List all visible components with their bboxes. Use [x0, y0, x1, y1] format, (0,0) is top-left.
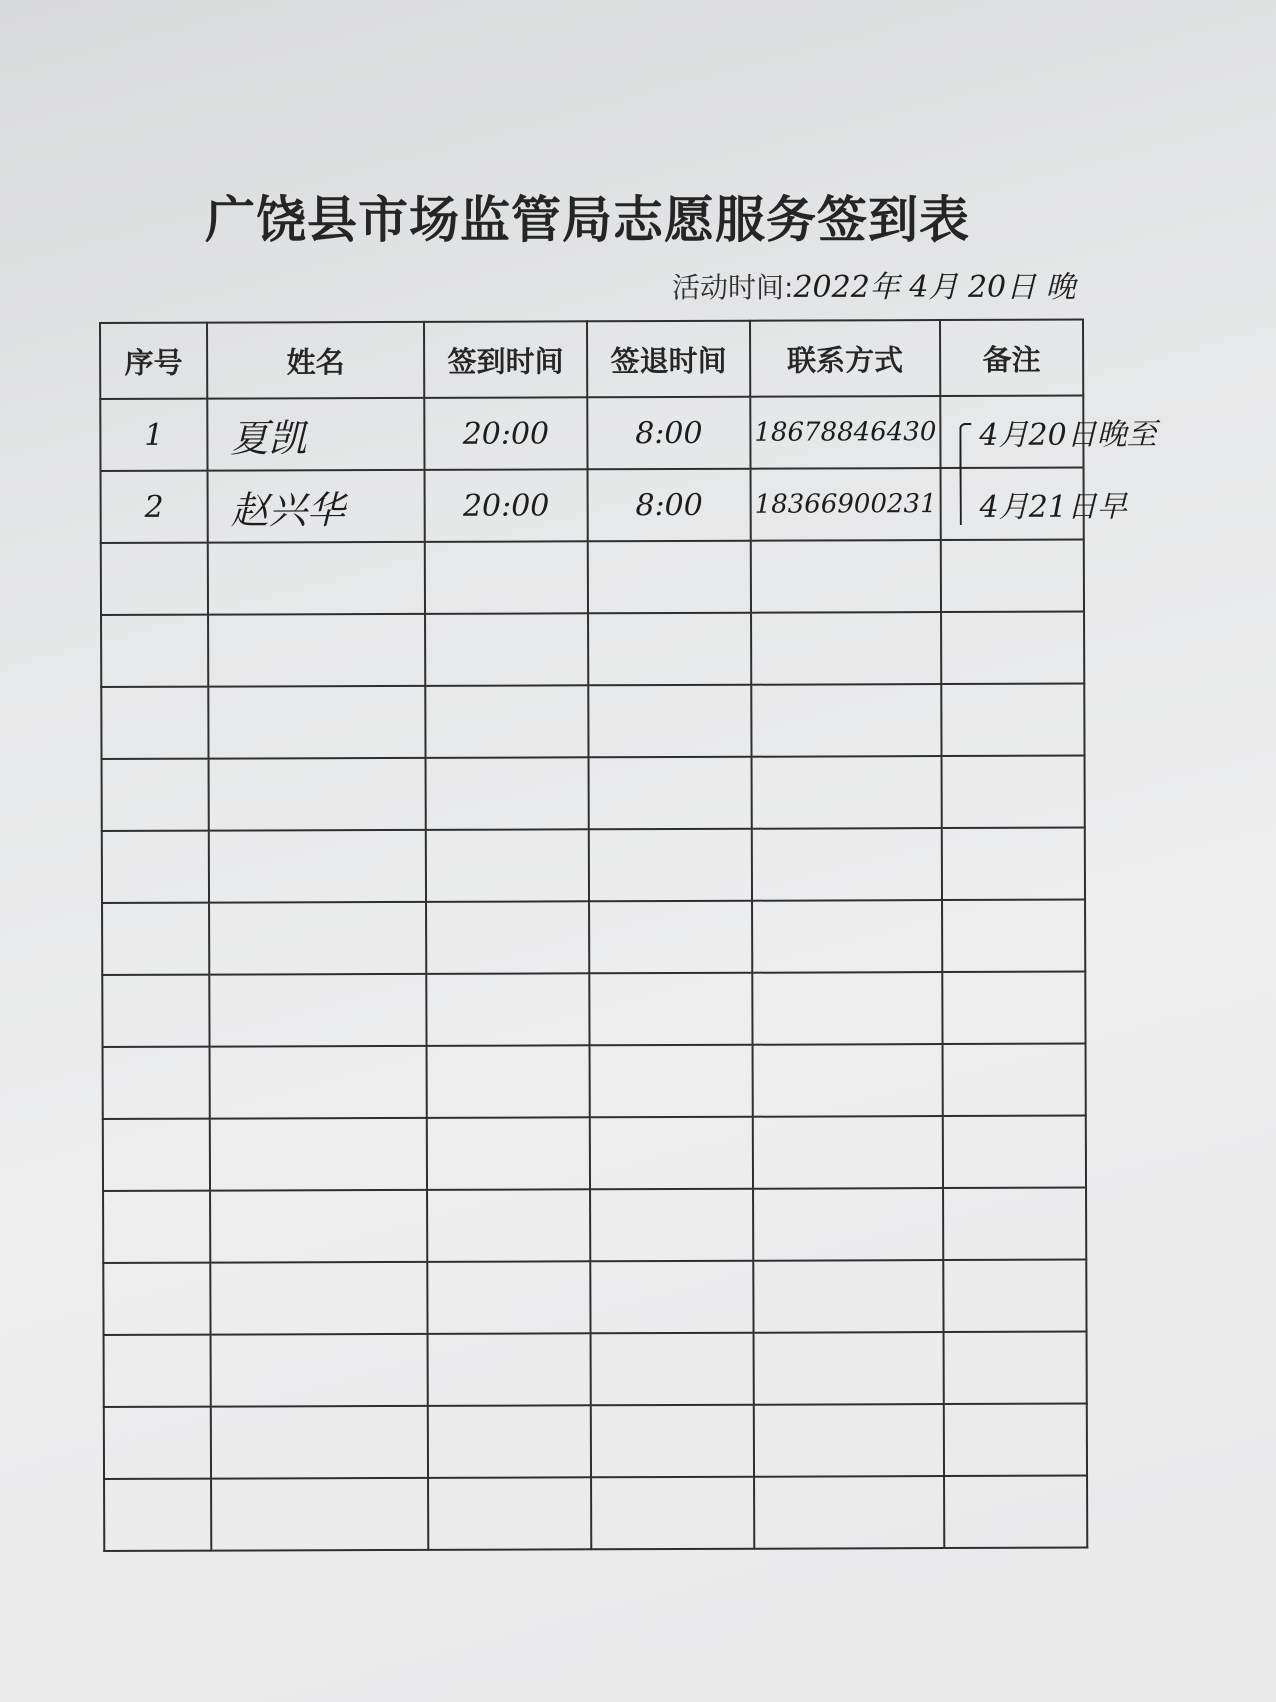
- table-header-row: [100, 320, 1083, 399]
- cell-number: [102, 903, 209, 975]
- cell-sign-out: [591, 1405, 754, 1478]
- table-row: [102, 972, 1085, 1047]
- cell-sign-in: [425, 685, 588, 758]
- cell-name: [209, 830, 426, 903]
- cell-note: [941, 684, 1084, 756]
- cell-sign-in: [427, 1117, 590, 1190]
- cell-sign-out: [591, 1477, 754, 1550]
- sign-in-table: [99, 319, 1157, 1552]
- table-row: [102, 828, 1085, 903]
- cell-number: [104, 1479, 211, 1551]
- cell-phone: [751, 540, 941, 613]
- cell-name: [209, 974, 426, 1047]
- cell-phone: [754, 1332, 944, 1405]
- note-text: 4月20日晚至: [979, 417, 1157, 453]
- cell-number: [101, 687, 208, 759]
- cell-name: [209, 902, 426, 975]
- cell-sign-in: [428, 1333, 591, 1406]
- cell-number: [103, 1263, 210, 1335]
- cell-phone: [751, 612, 941, 685]
- cell-phone: [753, 1260, 943, 1333]
- cell-sign-in: [428, 1405, 591, 1478]
- cell-sign-out: [588, 541, 751, 614]
- cell-note: [943, 1044, 1086, 1116]
- cell-number: [102, 759, 209, 831]
- table-row: [104, 1476, 1087, 1551]
- cell-name: [208, 614, 425, 687]
- cell-phone: [752, 756, 942, 829]
- cell-phone: 18366900231: [751, 468, 941, 541]
- cell-note: [944, 1476, 1087, 1548]
- cell-note: [942, 828, 1085, 900]
- cell-name: 夏凯: [207, 398, 424, 471]
- cell-sign-out: 8:00: [588, 469, 751, 542]
- cell-note: [941, 468, 1127, 540]
- cell-number: [102, 975, 209, 1047]
- table-row: [101, 540, 1084, 615]
- table-row: [102, 900, 1085, 975]
- note-text: 4月21日早: [979, 489, 1127, 525]
- cell-note: [942, 756, 1085, 828]
- cell-sign-in: [427, 1189, 590, 1262]
- cell-sign-in: 20:00: [424, 397, 587, 470]
- cell-number: [104, 1335, 211, 1407]
- cell-name: [211, 1406, 428, 1479]
- cell-sign-out: 8:00: [587, 397, 750, 470]
- cell-note: [944, 1404, 1087, 1476]
- table-row: [101, 684, 1084, 759]
- cell-sign-in: 20:00: [425, 469, 588, 542]
- cell-name: [210, 1046, 427, 1119]
- cell-name: [208, 542, 425, 615]
- cell-name: [211, 1334, 428, 1407]
- cell-sign-out: [591, 1333, 754, 1406]
- table-row: [103, 1260, 1086, 1335]
- cell-phone: [751, 684, 941, 757]
- cell-note: [943, 1260, 1086, 1332]
- cell-note: [944, 1332, 1087, 1404]
- cell-number: [103, 1119, 210, 1191]
- table-row: [104, 1404, 1087, 1479]
- table-row: [101, 468, 1084, 543]
- cell-number: 2: [101, 471, 208, 543]
- cell-note: [943, 1188, 1086, 1260]
- cell-note: [942, 900, 1085, 972]
- cell-name: [211, 1478, 428, 1551]
- table-row: [100, 396, 1083, 471]
- cell-phone: [752, 828, 942, 901]
- cell-number: 1: [100, 399, 207, 471]
- cell-sign-in: [426, 829, 589, 902]
- page-title: 广饶县市场监管局志愿服务签到表: [205, 191, 970, 249]
- cell-sign-in: [427, 1045, 590, 1118]
- cell-number: [101, 543, 208, 615]
- cell-note: [941, 612, 1084, 684]
- cell-sign-in: [426, 757, 589, 830]
- table-row: [103, 1116, 1086, 1191]
- cell-sign-out: [589, 901, 752, 974]
- table-row: [103, 1044, 1086, 1119]
- cell-number: [103, 1047, 210, 1119]
- table-row: [102, 756, 1085, 831]
- cell-number: [102, 831, 209, 903]
- cell-sign-out: [590, 1045, 753, 1118]
- cell-number: [104, 1407, 211, 1479]
- cell-note: [941, 540, 1084, 612]
- cell-sign-out: [590, 1189, 753, 1262]
- cell-sign-out: [588, 685, 751, 758]
- sign-in-table-wrapper: [99, 319, 1157, 1552]
- cell-phone: [754, 1476, 944, 1549]
- cell-number: [101, 615, 208, 687]
- cell-name: 赵兴华: [208, 470, 425, 543]
- cell-phone: [753, 1188, 943, 1261]
- table-row: [104, 1332, 1087, 1407]
- cell-phone: [753, 1116, 943, 1189]
- header-remarks: 备注: [940, 320, 1083, 396]
- header-contact: 联系方式: [750, 320, 940, 397]
- header-sign-in-time: 签到时间: [424, 321, 587, 398]
- cell-name: [210, 1262, 427, 1335]
- cell-sign-out: [590, 1261, 753, 1334]
- activity-time: [672, 262, 1076, 306]
- cell-sign-out: [589, 973, 752, 1046]
- cell-note: [940, 396, 1157, 468]
- cell-number: [103, 1191, 210, 1263]
- cell-sign-out: [590, 1117, 753, 1190]
- cell-sign-in: [426, 901, 589, 974]
- cell-sign-out: [589, 829, 752, 902]
- header-name: 姓名: [207, 322, 424, 399]
- cell-sign-out: [588, 613, 751, 686]
- cell-sign-in: [427, 1261, 590, 1334]
- cell-note: [942, 972, 1085, 1044]
- header-sign-out-time: 签退时间: [587, 321, 750, 398]
- cell-sign-in: [425, 541, 588, 614]
- header-number: 序号: [100, 323, 207, 399]
- cell-name: [210, 1190, 427, 1263]
- cell-note: [943, 1116, 1086, 1188]
- cell-sign-in: [425, 613, 588, 686]
- cell-phone: [752, 900, 942, 973]
- cell-name: [209, 758, 426, 831]
- cell-sign-in: [426, 973, 589, 1046]
- activity-time-value: 2022年 4月 20日 晚: [793, 270, 1076, 305]
- cell-name: [208, 686, 425, 759]
- cell-sign-out: [589, 757, 752, 830]
- cell-name: [210, 1118, 427, 1191]
- cell-phone: 18678846430: [750, 396, 940, 469]
- cell-phone: [754, 1404, 944, 1477]
- cell-phone: [752, 972, 942, 1045]
- table-row: [103, 1188, 1086, 1263]
- cell-phone: [753, 1044, 943, 1117]
- cell-sign-in: [428, 1477, 591, 1550]
- activity-time-label: 活动时间:: [672, 271, 794, 304]
- table-row: [101, 612, 1084, 687]
